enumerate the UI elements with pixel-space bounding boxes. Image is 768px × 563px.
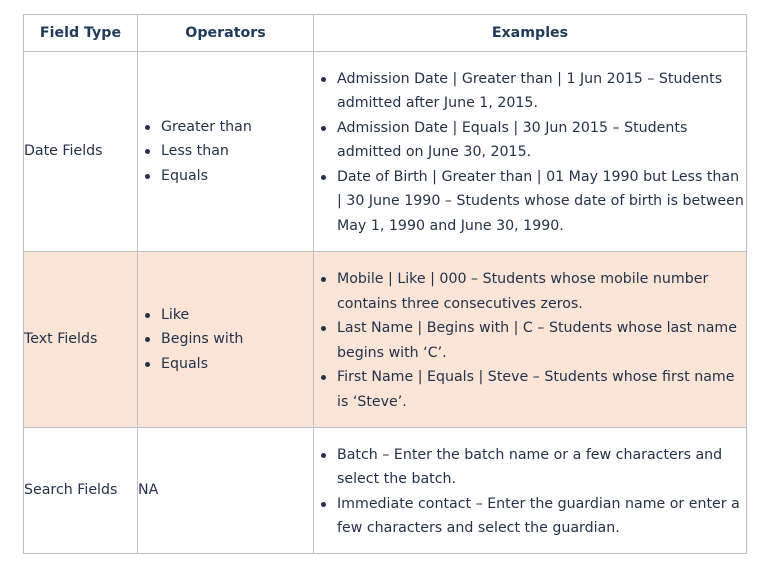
field-type-cell: Search Fields xyxy=(24,428,138,554)
operators-cell xyxy=(138,52,314,252)
example-item: Last Name | Begins with | C – Students whose last name begins with ‘C’. xyxy=(314,316,746,365)
example-item: Immediate contact – Enter the guardian name or enter a few characters and select the guardian. xyxy=(314,492,746,541)
example-item: First Name | Equals | Steve – Students whose first name is ‘Steve’. xyxy=(314,365,746,414)
field-operators-table xyxy=(23,14,747,554)
operator-item: Less than xyxy=(138,139,313,164)
field-type-cell: Text Fields xyxy=(24,252,138,428)
header-field-type: Field Type xyxy=(24,15,138,52)
example-item: Mobile | Like | 000 – Students whose mobile number contains three consecutives zeros. xyxy=(314,267,746,316)
operator-item: Greater than xyxy=(138,115,313,140)
examples-cell xyxy=(314,52,747,252)
example-item: Admission Date | Greater than | 1 Jun 2015 – Students admitted after June 1, 2015. xyxy=(314,67,746,116)
header-operators: Operators xyxy=(138,15,314,52)
operators-list xyxy=(138,115,313,189)
field-type-cell: Date Fields xyxy=(24,52,138,252)
table-row-date-fields xyxy=(24,52,747,252)
examples-cell xyxy=(314,428,747,554)
operators-cell: NA xyxy=(138,428,314,554)
table-row-search-fields xyxy=(24,428,747,554)
examples-list xyxy=(314,265,746,414)
examples-cell xyxy=(314,252,747,428)
operators-cell xyxy=(138,252,314,428)
operators-list xyxy=(138,303,313,377)
example-item: Admission Date | Equals | 30 Jun 2015 – Students admitted on June 30, 2015. xyxy=(314,116,746,165)
header-examples: Examples xyxy=(314,15,747,52)
operator-item: Equals xyxy=(138,352,313,377)
table-row-text-fields xyxy=(24,252,747,428)
header-row xyxy=(24,15,747,52)
examples-list xyxy=(314,65,746,239)
operator-item: Like xyxy=(138,303,313,328)
example-item: Date of Birth | Greater than | 01 May 1990 but Less than | 30 June 1990 – Students whose date of birth is between May 1, 1990 and June 30, 1990. xyxy=(314,165,746,239)
operator-item: Equals xyxy=(138,164,313,189)
example-item: Batch – Enter the batch name or a few characters and select the batch. xyxy=(314,443,746,492)
examples-list xyxy=(314,441,746,541)
operator-item: Begins with xyxy=(138,327,313,352)
